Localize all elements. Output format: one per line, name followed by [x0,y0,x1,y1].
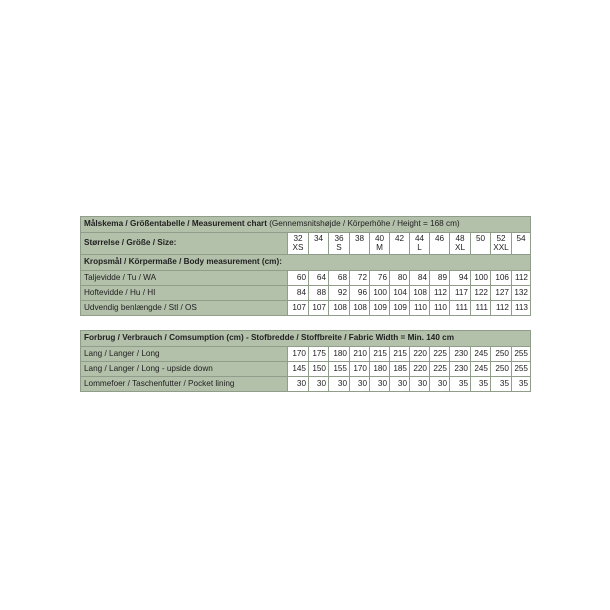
value-cell: 30 [410,377,430,392]
value-cell: 30 [350,377,370,392]
size-cell [329,233,350,255]
value-cell: 88 [309,286,329,301]
value-cell: 122 [471,286,491,301]
value-cell: 250 [491,362,512,377]
value-cell: 108 [329,301,350,316]
value-cell: 245 [471,362,491,377]
value-cell: 35 [491,377,512,392]
size-number: 42 [394,233,405,243]
size-cell [491,233,512,255]
size-number: 50 [475,233,486,243]
value-cell: 110 [430,301,450,316]
value-cell: 100 [370,286,390,301]
value-cell: 30 [329,377,350,392]
value-cell: 230 [450,347,471,362]
value-cell: 89 [430,271,450,286]
value-cell: 110 [410,301,430,316]
value-cell: 230 [450,362,471,377]
value-cell: 30 [309,377,329,392]
body-measurement-heading [81,255,531,271]
size-label-text: Størrelse / Größe / Size: [84,238,177,248]
value-cell: 112 [491,301,512,316]
value-cell: 30 [430,377,450,392]
value-cell: 94 [450,271,471,286]
value-cell: 180 [329,347,350,362]
value-cell: 109 [390,301,410,316]
value-cell: 245 [471,347,491,362]
size-letter [392,244,407,252]
value-cell: 104 [390,286,410,301]
chart-title-main: Målskema / Größentabelle / Measurement chart [84,219,267,229]
size-row [81,233,531,255]
consumption-row [81,347,531,362]
value-cell: 150 [309,362,329,377]
body-measurement-heading-row [81,255,531,271]
size-letter [432,244,447,252]
value-cell: 92 [329,286,350,301]
body-measurement-heading-text: Kropsmål / Körpermaße / Body measurement (cm): [84,257,282,267]
value-cell: 215 [370,347,390,362]
size-label [81,233,288,255]
value-cell: 185 [390,362,410,377]
size-cell [471,233,491,255]
value-cell: 100 [471,271,491,286]
value-cell: 35 [471,377,491,392]
size-number: 46 [434,233,445,243]
value-cell: 215 [390,347,410,362]
value-cell: 170 [350,362,370,377]
value-cell: 106 [491,271,512,286]
size-cell [430,233,450,255]
row-label: Taljevidde / Tu / WA [81,271,288,286]
value-cell: 255 [512,347,531,362]
value-cell: 107 [288,301,309,316]
size-letter [311,244,326,252]
value-cell: 72 [350,271,370,286]
value-cell: 76 [370,271,390,286]
size-number: 48 [455,233,465,243]
measurement-chart-table [80,216,531,316]
measurement-row [81,271,531,286]
value-cell: 96 [350,286,370,301]
size-cell [309,233,329,255]
row-label: Udvendig benlængde / Stl / OS [81,301,288,316]
value-cell: 155 [329,362,350,377]
value-cell: 84 [288,286,309,301]
consumption-title [81,331,531,347]
size-number: 54 [516,233,526,243]
value-cell: 145 [288,362,309,377]
value-cell: 84 [410,271,430,286]
size-letter [473,244,488,252]
size-letter [352,244,367,252]
consumption-row [81,377,531,392]
row-label: Hoftevidde / Hu / HI [81,286,288,301]
value-cell: 107 [309,301,329,316]
size-number: 38 [354,233,365,243]
size-letter: M [376,243,383,252]
value-cell: 250 [491,347,512,362]
chart-title [81,217,531,233]
size-letter: XS [292,243,304,252]
value-cell: 225 [430,347,450,362]
consumption-title-text: Forbrug / Verbrauch / Comsumption (cm) - Stofbredde / Stoffbreite / Fabric Width = Min. 140 cm [84,333,454,343]
chart-title-note: (Gennemsnitshøjde / Körperhöhe / Height = 168 cm) [266,219,460,229]
value-cell: 220 [410,347,430,362]
size-number: 32 [293,233,303,243]
value-cell: 111 [471,301,491,316]
row-label: Lommefoer / Taschenfutter / Pocket lining [81,377,288,392]
size-cell [370,233,390,255]
value-cell: 127 [491,286,512,301]
consumption-title-row [81,331,531,347]
value-cell: 112 [430,286,450,301]
value-cell: 35 [512,377,531,392]
value-cell: 108 [350,301,370,316]
chart-title-row [81,217,531,233]
size-number: 40 [374,233,385,243]
value-cell: 113 [512,301,531,316]
value-cell: 30 [390,377,410,392]
value-cell: 109 [370,301,390,316]
row-label: Lang / Langer / Long - upside down [81,362,288,377]
size-letter [514,244,528,252]
size-cell [512,233,531,255]
value-cell: 112 [512,271,531,286]
consumption-table [80,330,531,392]
value-cell: 111 [450,301,471,316]
value-cell: 255 [512,362,531,377]
size-letter: XXL [493,243,509,252]
value-cell: 68 [329,271,350,286]
value-cell: 108 [410,286,430,301]
value-cell: 30 [370,377,390,392]
size-cell [350,233,370,255]
size-letter: XL [454,243,465,252]
value-cell: 175 [309,347,329,362]
measurement-row [81,301,531,316]
size-cell [288,233,309,255]
value-cell: 30 [288,377,309,392]
consumption-row [81,362,531,377]
size-number: 44 [414,233,425,243]
size-letter: L [417,243,422,252]
value-cell: 35 [450,377,471,392]
value-cell: 132 [512,286,531,301]
value-cell: 64 [309,271,329,286]
value-cell: 180 [370,362,390,377]
row-label: Lang / Langer / Long [81,347,288,362]
value-cell: 60 [288,271,309,286]
value-cell: 117 [450,286,471,301]
value-cell: 80 [390,271,410,286]
size-cell [410,233,430,255]
size-cell [450,233,471,255]
value-cell: 225 [430,362,450,377]
size-letter: S [336,243,342,252]
size-number: 52 [496,233,506,243]
size-number: 36 [334,233,344,243]
value-cell: 220 [410,362,430,377]
value-cell: 170 [288,347,309,362]
size-cell [390,233,410,255]
size-number: 34 [313,233,324,243]
value-cell: 210 [350,347,370,362]
measurement-row [81,286,531,301]
